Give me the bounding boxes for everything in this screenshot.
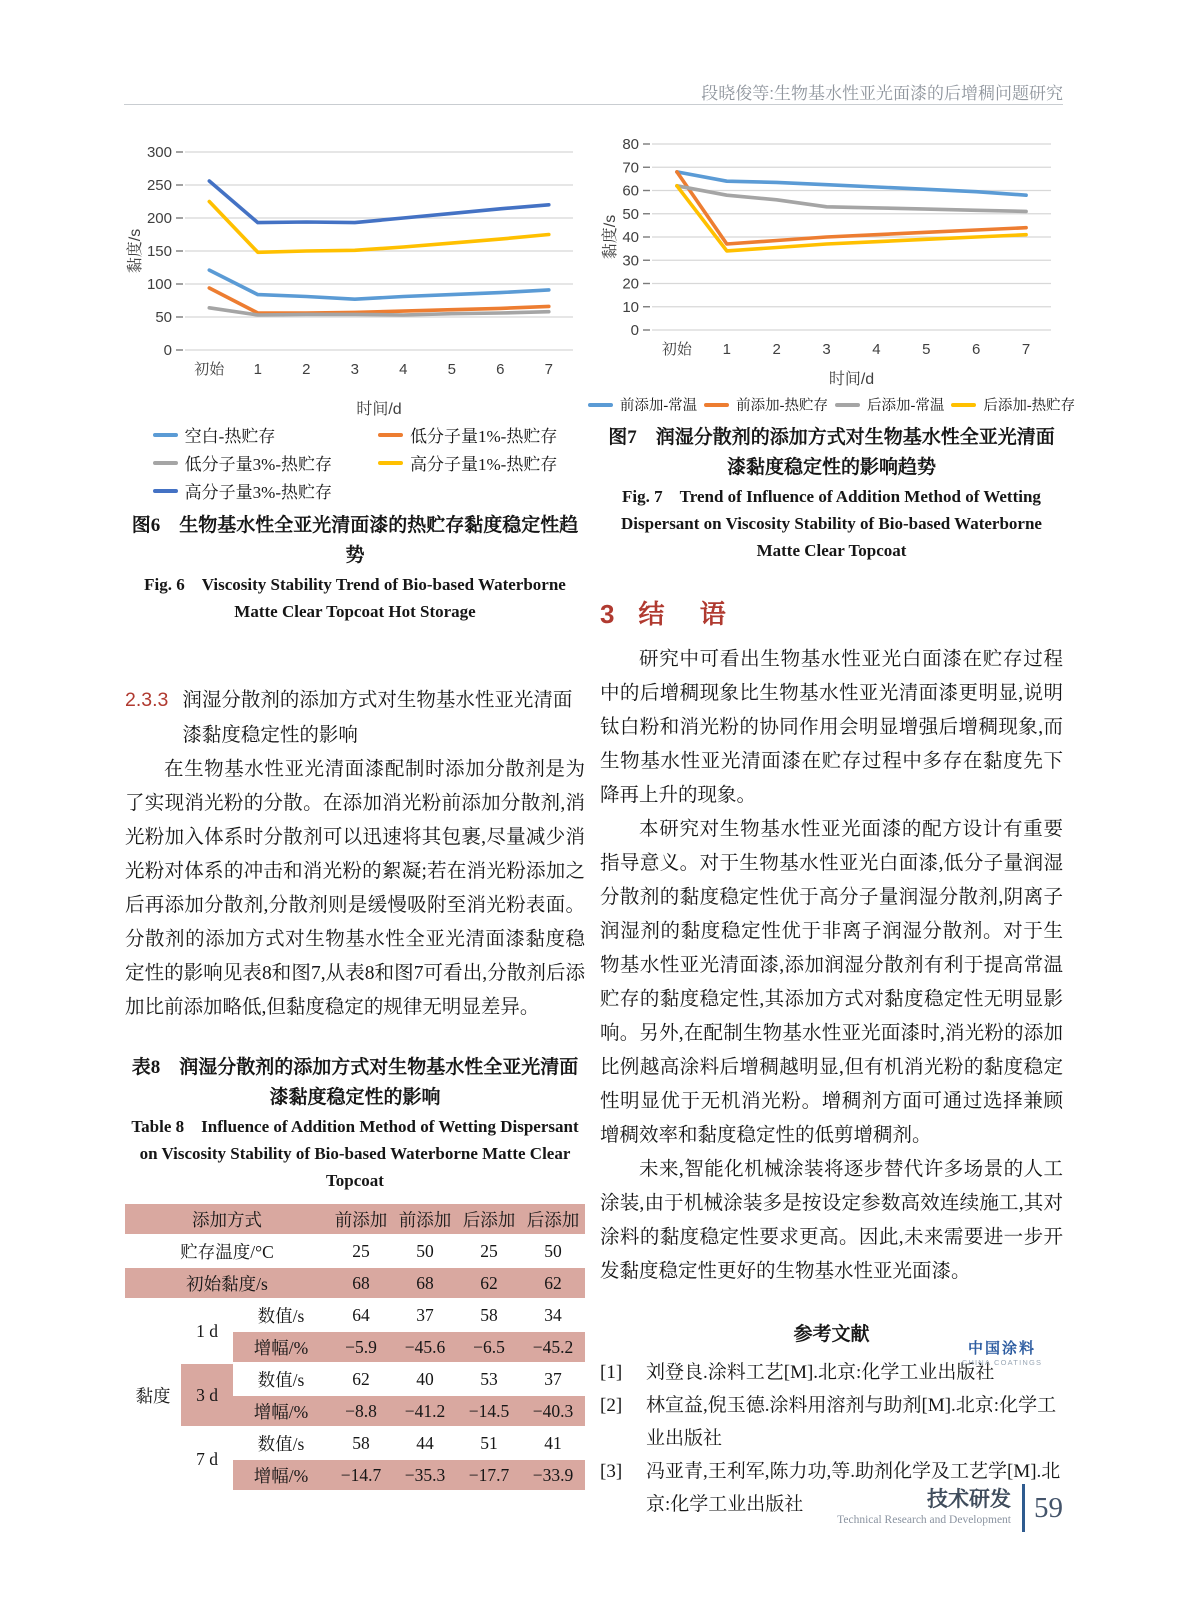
paragraph: 未来,智能化机械涂装将逐步替代许多场景的人工涂装,由于机械涂装多是按设定参数高效连续施工,其对涂料的黏度稳定性要求更高。因此,未来需要进一步开发黏度稳定性更好的生物基水性亚光面漆。	[600, 1159, 1063, 1282]
table-cell: 51	[480, 1432, 498, 1453]
y-tick-label: 300	[146, 144, 172, 161]
table-cell: 44	[416, 1432, 434, 1453]
paragraph: 本研究对生物基水性亚光面漆的配方设计有重要指导意义。对于生物基水性亚光白面漆,低分子量润湿分散剂的黏度稳定性优于高分子量润湿分散剂,阴离子润湿剂的黏度稳定性优于非离子润湿分散剂。对于生物基水性亚光清面漆,添加润湿分散剂有利于提高常温贮存的黏度稳定性,其添加方式对黏度稳定性无明显影响。另外,在配制生物基水性亚光面漆时,消光粉的添加比例越高涂料后增稠越明显,但有机消光粉的黏度稳定性明显优于无机消光粉。增稠剂方面可通过选择兼顾增稠效率和黏度稳定性的低剪增稠剂。	[600, 819, 1063, 1146]
table-cell: 53	[480, 1368, 498, 1389]
table-cell: 34	[544, 1304, 562, 1325]
legend-label: 后添加-常温	[867, 398, 945, 414]
y-tick-label: 30	[622, 252, 639, 270]
legend-item	[588, 394, 697, 415]
page-footer	[837, 1484, 1063, 1532]
legend-label: 空白-热贮存	[184, 427, 276, 446]
legend-swatch	[153, 433, 178, 437]
table-cell: 前添加	[393, 1204, 457, 1234]
table-row	[125, 1204, 585, 1234]
table-cell: −41.2	[393, 1396, 457, 1426]
legend-swatch	[378, 433, 403, 437]
x-tick-label: 初始	[194, 361, 225, 378]
fig7-legend	[600, 394, 1076, 415]
table-cell: −5.9	[329, 1332, 393, 1362]
x-tick-label: 2	[772, 341, 781, 358]
table-cell: 37	[416, 1304, 434, 1325]
legend-item	[704, 394, 828, 415]
fig6-caption-cn: 图6 生物基水性全亚光清面漆的热贮存黏度稳定性趋势	[131, 515, 579, 566]
table-cell: 58	[352, 1432, 370, 1453]
table-cell: 25	[352, 1240, 370, 1261]
table-cell: 后添加	[521, 1204, 585, 1234]
legend-item	[835, 394, 944, 415]
legend-swatch	[588, 403, 613, 407]
reference-number: [3]	[600, 1461, 623, 1482]
legend-label: 前添加-常温	[619, 398, 698, 414]
table-cell: 增幅/%	[233, 1460, 329, 1490]
table-cell: 62	[457, 1268, 521, 1298]
table-cell: 7 d	[196, 1448, 218, 1469]
section-3-heading	[600, 594, 1063, 631]
x-tick-label: 5	[447, 361, 456, 378]
x-tick-label: 1	[253, 361, 262, 378]
table-cell: −17.7	[457, 1460, 521, 1490]
table-cell: −45.2	[521, 1332, 585, 1362]
section-number: 3	[600, 599, 615, 629]
table-row	[125, 1364, 585, 1394]
table-row	[125, 1428, 585, 1458]
legend-item	[153, 422, 332, 447]
references-heading: 参考文献	[793, 1324, 870, 1345]
table-cell: 37	[544, 1368, 562, 1389]
table-cell: −45.6	[393, 1332, 457, 1362]
x-tick-label: 3	[350, 361, 359, 378]
table-row	[125, 1236, 585, 1266]
table-cell: −40.3	[521, 1396, 585, 1426]
footer-section-cn: 技术研发	[927, 1488, 1011, 1511]
reference-text: 林宣益,倪玉德.涂料用溶剂与助剂[M].北京:化学工业出版社	[646, 1395, 1057, 1449]
series-line	[677, 186, 1026, 212]
table8	[125, 1202, 585, 1492]
table-cell: −33.9	[521, 1460, 585, 1490]
table-cell: −35.3	[393, 1460, 457, 1490]
table-cell: 增幅/%	[233, 1332, 329, 1362]
table-cell: 62	[352, 1368, 370, 1389]
y-tick-label: 80	[622, 136, 639, 153]
reference-text: 冯亚青,王利军,陈力功,等.助剂化学及工艺学[M].北京:化学工业出版社	[646, 1461, 1061, 1515]
y-tick-label: 100	[146, 276, 172, 293]
legend-label: 后添加-热贮存	[983, 398, 1076, 414]
legend-item	[153, 450, 332, 475]
legend-swatch	[378, 461, 403, 465]
y-tick-label: 50	[155, 309, 172, 326]
section-title: 润湿分散剂的添加方式对生物基水性亚光清面漆黏度稳定性的影响	[182, 690, 573, 746]
table-cell: 25	[480, 1240, 498, 1261]
legend-label: 低分子量1%-热贮存	[410, 427, 558, 446]
series-line	[209, 270, 549, 299]
left-column	[125, 128, 585, 1492]
y-axis-label: 黏度/s	[602, 214, 619, 260]
legend-swatch	[153, 461, 178, 465]
table-cell: −8.8	[329, 1396, 393, 1426]
y-tick-label: 60	[622, 182, 639, 200]
y-tick-label: 0	[630, 322, 639, 339]
table-cell: 初始黏度/s	[125, 1268, 329, 1298]
china-coatings-logo	[960, 1337, 1044, 1367]
y-axis-label: 黏度/s	[127, 228, 144, 274]
legend-item	[378, 450, 557, 475]
table-cell: 64	[352, 1304, 370, 1325]
x-tick-label: 2	[302, 361, 311, 378]
legend-item	[378, 422, 557, 447]
section-title: 结 语	[638, 599, 740, 629]
x-axis-label: 时间/d	[828, 371, 875, 388]
table-cell: 62	[521, 1268, 585, 1298]
x-tick-label: 6	[496, 361, 505, 378]
x-tick-label: 初始	[661, 341, 692, 358]
table-cell: −14.7	[329, 1460, 393, 1490]
table-cell: 添加方式	[125, 1204, 329, 1234]
x-tick-label: 7	[1021, 341, 1031, 358]
legend-label: 前添加-热贮存	[736, 398, 828, 414]
legend-swatch	[153, 489, 178, 493]
legend-label: 高分子量1%-热贮存	[410, 455, 558, 474]
legend-label: 高分子量3%-热贮存	[184, 483, 332, 502]
table-cell: 50	[416, 1240, 434, 1261]
y-tick-label: 10	[622, 298, 639, 316]
table8-caption-en: Table 8 Influence of Addition Method of Wetting Dispersant on Viscosity Stability of Bio-based Waterborne Matte Clear Topcoat	[131, 1117, 579, 1190]
x-tick-label: 7	[544, 361, 553, 378]
legend-swatch	[835, 403, 860, 407]
y-tick-label: 50	[622, 205, 639, 223]
paragraph: 研究中可看出生物基水性亚光白面漆在贮存过程中的后增稠现象比生物基水性亚光清面漆更明显,说明钛白粉和消光粉的协同作用会明显增强后增稠现象,而生物基水性亚光清面漆在贮存过程中多存在黏度先下降再上升的现象。	[600, 649, 1063, 806]
table-cell: 后添加	[457, 1204, 521, 1234]
fig7-caption-cn: 图7 润湿分散剂的添加方式对生物基水性全亚光清面漆黏度稳定性的影响趋势	[608, 427, 1055, 478]
table-cell: 68	[329, 1268, 393, 1298]
table-row	[125, 1268, 585, 1298]
table-cell: 68	[393, 1268, 457, 1298]
table-cell: 黏度	[135, 1385, 171, 1406]
series-line	[209, 181, 549, 223]
fig7-caption-en: Fig. 7 Trend of Influence of Addition Method of Wetting Dispersant on Viscosity Stability of Bio-based Waterborne Matte Clear Topcoat	[621, 487, 1042, 560]
series-line	[677, 172, 1026, 195]
logo-text-en: CHINA COATINGS	[961, 1358, 1043, 1367]
fig7-line-chart	[600, 128, 1063, 390]
legend-label: 低分子量3%-热贮存	[184, 455, 332, 474]
y-tick-label: 250	[146, 177, 172, 194]
table-cell: −14.5	[457, 1396, 521, 1426]
footer-section-en: Technical Research and Development	[837, 1514, 1011, 1526]
table-cell: 50	[544, 1240, 562, 1261]
y-tick-label: 150	[146, 243, 172, 260]
fig6-line-chart	[125, 128, 585, 420]
x-tick-label: 1	[722, 341, 731, 358]
table-cell: 41	[544, 1432, 562, 1453]
fig6-legend	[125, 422, 585, 503]
legend-swatch	[951, 403, 976, 407]
section-2-3-3-heading	[125, 683, 585, 753]
table8-caption-cn: 表8 润湿分散剂的添加方式对生物基水性全亚光清面漆黏度稳定性的影响	[131, 1057, 579, 1108]
x-tick-label: 4	[399, 361, 408, 378]
legend-item	[153, 478, 332, 503]
y-tick-label: 20	[622, 275, 639, 293]
x-tick-label: 3	[822, 341, 831, 358]
y-tick-label: 40	[622, 229, 639, 246]
legend-item	[951, 394, 1075, 415]
section-number: 2.3.3	[125, 689, 169, 711]
table-row	[125, 1300, 585, 1330]
paragraph: 在生物基水性亚光清面漆配制时添加分散剂是为了实现消光粉的分散。在添加消光粉前添加分散剂,消光粉加入体系时分散剂可以迅速将其包裹,尽量减少消光粉对体系的冲击和消光粉的絮凝;若在消光粉添加之后再添加分散剂,分散剂则是缓慢吸附至消光粉表面。分散剂的添加方式对生物基水性全亚光清面漆黏度稳定性的影响见表8和图7,从表8和图7可看出,分散剂后添加比前添加略低,但黏度稳定的规律无明显差异。	[125, 759, 585, 1018]
logo-text-cn: 中国涂料	[967, 1340, 1036, 1357]
reference-number: [2]	[600, 1395, 623, 1416]
table-cell: 前添加	[329, 1204, 393, 1234]
running-head: 段晓俊等:生物基水性亚光面漆的后增稠问题研究	[701, 84, 1063, 103]
x-tick-label: 4	[872, 341, 881, 358]
fig6-caption-en: Fig. 6 Viscosity Stability Trend of Bio-based Waterborne Matte Clear Topcoat Hot Storage	[144, 575, 566, 621]
table-cell: 数值/s	[257, 1305, 305, 1326]
x-tick-label: 6	[972, 341, 981, 358]
y-tick-label: 0	[163, 342, 172, 359]
reference-text: 刘登良.涂料工艺[M].北京:化学工业出版社	[646, 1362, 995, 1383]
table-cell: 3 d	[181, 1364, 233, 1426]
x-axis-label: 时间/d	[356, 401, 402, 418]
table-cell: 数值/s	[257, 1369, 305, 1390]
table-cell: −6.5	[457, 1332, 521, 1362]
y-tick-label: 200	[146, 210, 172, 227]
footer-divider	[1022, 1484, 1025, 1532]
legend-swatch	[704, 403, 729, 407]
y-tick-label: 70	[622, 159, 639, 177]
reference-number: [1]	[600, 1362, 623, 1383]
x-tick-label: 5	[922, 341, 931, 358]
table-cell: 数值/s	[257, 1433, 305, 1454]
reference-item	[600, 1389, 1063, 1455]
table-cell: 增幅/%	[233, 1396, 329, 1426]
table-cell: 58	[480, 1304, 498, 1325]
right-column	[600, 128, 1076, 1521]
table-cell: 贮存温度/°C	[180, 1241, 274, 1262]
header-rule	[124, 104, 1063, 105]
page-number: 59	[1034, 1491, 1063, 1524]
table-cell: 1 d	[196, 1320, 218, 1341]
table-cell: 40	[416, 1368, 434, 1389]
